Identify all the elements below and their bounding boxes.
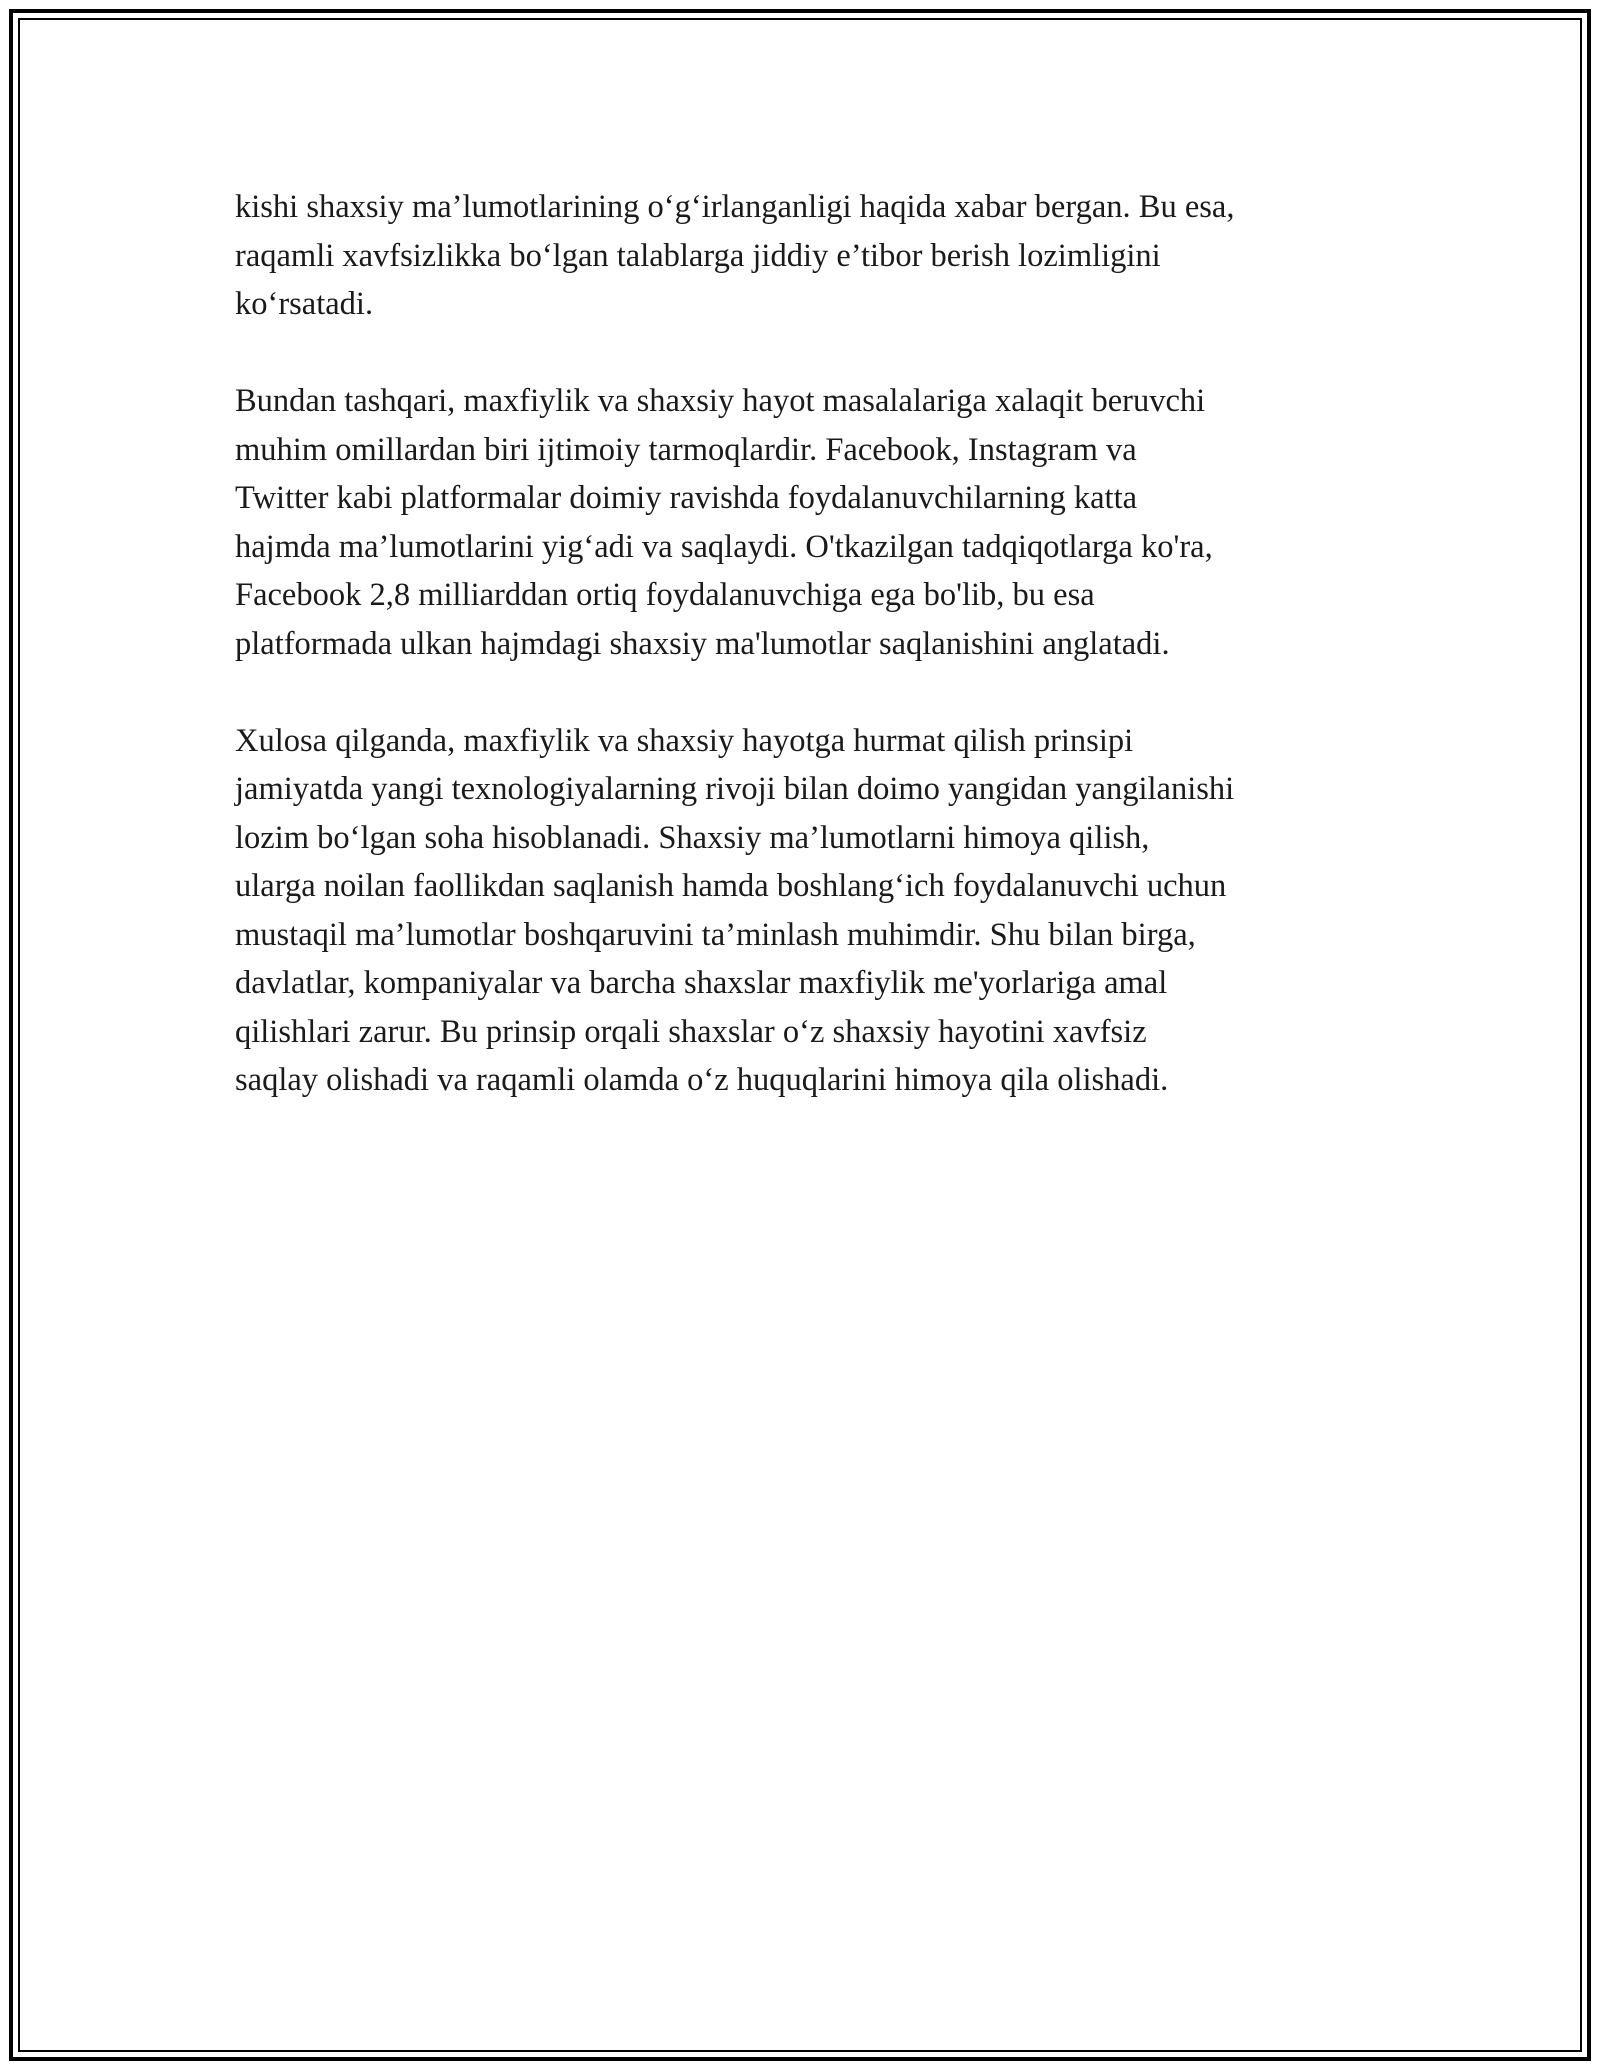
document-body <box>235 183 1375 1153</box>
paragraph-line: saqlay olishadi va raqamli olamda o‘z huquqlarini himoya qila olishadi. <box>235 1062 1169 1098</box>
paragraph-1 <box>235 183 1375 329</box>
paragraph-line: kishi shaxsiy ma’lumotlarining o‘g‘irlanganligi haqida xabar bergan. Bu esa, <box>235 189 1235 225</box>
paragraph-line: ko‘rsatadi. <box>235 286 374 322</box>
paragraph-line: davlatlar, kompaniyalar va barcha shaxslar maxfiylik me'yorlariga amal <box>235 965 1168 1001</box>
paragraph-3 <box>235 717 1375 1105</box>
paragraph-line: qilishlari zarur. Bu prinsip orqali shaxslar o‘z shaxsiy hayotini xavfsiz <box>235 1013 1147 1050</box>
paragraph-line: ularga noilan faollikdan saqlanish hamda boshlang‘ich foydalanuvchi uchun <box>235 868 1227 904</box>
paragraph-line: jamiyatda yangi texnologiyalarning rivoji bilan doimo yangidan yangilanishi <box>235 771 1235 807</box>
paragraph-line: muhim omillardan biri ijtimoiy tarmoqlardir. Facebook, Instagram va <box>235 431 1137 468</box>
paragraph-line: Facebook 2,8 milliarddan ortiq foydalanuvchiga ega bo'lib, bu esa <box>235 577 1095 613</box>
paragraph-2 <box>235 377 1375 668</box>
paragraph-line: platformada ulkan hajmdagi shaxsiy ma'lumotlar saqlanishini anglatadi. <box>235 625 1170 662</box>
paragraph-line: hajmda ma’lumotlarini yig‘adi va saqlaydi. O'tkazilgan tadqiqotlarga ko'ra, <box>235 528 1213 565</box>
paragraph-line: lozim bo‘lgan soha hisoblanadi. Shaxsiy ma’lumotlarni himoya qilish, <box>235 819 1150 856</box>
paragraph-line: raqamli xavfsizlikka bo‘lgan talablarga jiddiy e’tibor berish lozimligini <box>235 237 1161 274</box>
paragraph-line: Bundan tashqari, maxfiylik va shaxsiy hayot masalalariga xalaqit beruvchi <box>235 383 1206 419</box>
paragraph-line: Twitter kabi platformalar doimiy ravishda foydalanuvchilarning katta <box>235 480 1138 516</box>
paragraph-line: Xulosa qilganda, maxfiylik va shaxsiy hayotga hurmat qilish prinsipi <box>235 722 1134 759</box>
paragraph-line: mustaqil ma’lumotlar boshqaruvini ta’minlash muhimdir. Shu bilan birga, <box>235 916 1196 953</box>
